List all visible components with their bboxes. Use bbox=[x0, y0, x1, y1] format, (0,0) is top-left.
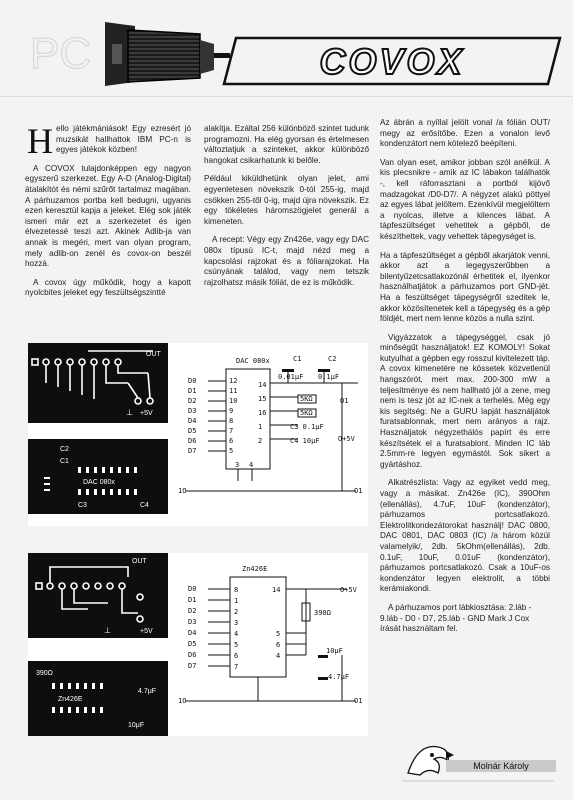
pcb-chip-label: Zn426E bbox=[58, 696, 83, 703]
pin-number: 4 bbox=[249, 461, 254, 469]
pin-number: 12 bbox=[229, 377, 238, 385]
cap2-label: 4.7μF bbox=[328, 673, 350, 681]
drop-cap: H bbox=[27, 121, 53, 161]
input-label: D5 bbox=[188, 640, 197, 648]
figure-dac080x bbox=[28, 343, 368, 526]
pin-number: 6 bbox=[229, 437, 234, 445]
gnd-right-label: O1 bbox=[354, 697, 363, 705]
pin-number: 8 bbox=[234, 586, 239, 594]
pin-number: 4 bbox=[234, 630, 239, 638]
gnd-right-label: O1 bbox=[354, 487, 363, 495]
r2-label: 5KΩ bbox=[300, 409, 313, 417]
input-label: D3 bbox=[188, 618, 197, 626]
pin-number: 5 bbox=[229, 447, 234, 455]
pcb-gnd-label: ⊥ bbox=[126, 408, 133, 417]
res-label: 390Ω bbox=[314, 609, 331, 617]
bird-mascot-icon bbox=[398, 733, 558, 783]
c1-value: 0.01μF bbox=[278, 373, 304, 381]
connector-plug-icon bbox=[105, 22, 230, 86]
ic-label: DAC 080x bbox=[236, 357, 270, 365]
c4-label: C4 10μF bbox=[290, 437, 320, 445]
figure-zn426e bbox=[28, 553, 368, 736]
pin-number: 6 bbox=[234, 652, 239, 660]
pcb-out-label: OUT bbox=[146, 351, 161, 358]
input-label: D6 bbox=[188, 437, 197, 445]
pcb-gnd-label: ⊥ bbox=[104, 626, 111, 635]
pin-number: 4 bbox=[276, 652, 281, 660]
paragraph: A COVOX tulajdonképpen egy nagyon egyszerű szerkezet. Egy A-D (Analog-Digital) átalakítót és némi szűrőt tartalmaz magában. A párhuzamos portba kell bedugni, ugyanis ezen keresztül kapja a jeleket. Elég sok játék ismeri már ezt a szerkezetet és igen élvezetessé teszi azt. Akinek Adlib-ja van annak is megéri, mert van olyan program, mely adlib-on zenél és covox-on beszél hozzá. bbox=[25, 163, 191, 269]
input-label: D7 bbox=[188, 447, 197, 455]
pin-number: 11 bbox=[229, 387, 238, 395]
input-label: D0 bbox=[188, 377, 197, 385]
input-label: D0 bbox=[188, 585, 197, 593]
pcb-c4-label: C4 bbox=[140, 502, 149, 509]
r1-label: 5KΩ bbox=[300, 395, 313, 403]
pcb-cap2-label: 10μF bbox=[128, 722, 145, 729]
gnd-left-label: 1O bbox=[178, 487, 187, 495]
input-label: D4 bbox=[188, 417, 197, 425]
paragraph: ello játékmániások! Egy ezresért jó muzsikát hallhattok IBM PC-n is egyes játékok közben! bbox=[56, 124, 191, 155]
pcb-component-side bbox=[28, 661, 168, 736]
pin-number: 7 bbox=[234, 663, 239, 671]
gnd-left-label: 1O bbox=[178, 697, 187, 705]
input-label: D1 bbox=[188, 387, 197, 395]
pcb-foil-top bbox=[28, 343, 168, 423]
pcb-chip-label: DAC 080x bbox=[83, 479, 115, 486]
pcb-foil-top bbox=[28, 553, 168, 638]
pin-number: 6 bbox=[276, 641, 281, 649]
article-column-2 bbox=[204, 124, 369, 296]
c2-value: 0.1μF bbox=[318, 373, 340, 381]
c1-label: C1 bbox=[293, 355, 302, 363]
ghost-pc-text: PC bbox=[30, 29, 92, 78]
pin-number: 3 bbox=[235, 461, 240, 469]
pcb-c2-label: C2 bbox=[60, 446, 69, 453]
article-column-3 bbox=[380, 118, 550, 643]
paragraph: Van olyan eset, amikor jobban szól anélkül. A kis plecsnikre - amik az IC lábakon találhatók -, kell ráforrasztani a portból kijövő madzagokat /D0-D7/. A négyzet alakú pöttyel az egyes lábat jelöltem. Ezenkívül megjelöltem a nyolcas, illetve a kilences lábat. A tápfeszültséget vehetitek a gépből, de készíthettek, vagy vehettek tápegységet is. bbox=[380, 157, 550, 241]
pcb-out-label: OUT bbox=[132, 558, 147, 565]
schematic-zn426e bbox=[178, 553, 368, 733]
paragraph: Vigyázzatok a tápegységgel, csak jó minőségűt használjatok! EZ KOMOLY! Sokat kutyulhat a gépben egy rosszul kivitelezett táp. A covox kimenetére ne kössetek közvetlenül hangszórót, mert max. 200-300 mW a teljesítménye és nem hallható jól a zene, meg nem is tesz jót az IC-nek a terhelés. Még egy kis segítség: Ne a GURU lapját használjátok furatsablonnak, mert nem arányos a rajz. Használjatok négyzethálós papírt és erre készítsétek el a furatsablont. Minden IC láb 2.5mm-re legyen egymástól. Sok sikert a gyártáshoz. bbox=[380, 332, 550, 469]
pcb-component-side bbox=[28, 439, 168, 514]
svg-text:COVOX: COVOX bbox=[319, 41, 465, 82]
covox-logo bbox=[224, 38, 560, 84]
paragraph: Az ábrán a nyíllal jelölt vonal /a fólián OUT/ megy az erősítőbe. Ezen a vonalon levő kondenzátort nem kötelező beépíteni. bbox=[380, 118, 550, 149]
pcb-plus5v-label: +5V bbox=[140, 410, 153, 417]
plus5v-label: O+5V bbox=[340, 586, 357, 594]
paragraph: Például kiküldhetünk olyan jelet, ami egyenletesen növekszik 0-tól 255-ig, majd csökken 255-től 0-ig, majd újra növekszik. Ez egy tökéletes háromszögjelet generál a kimeneten. bbox=[204, 174, 369, 226]
paragraph: A covox úgy működik, hogy a kapott nyolcbites jeleket egy feszültségszintté bbox=[25, 277, 191, 298]
paragraph: A párhuzamos port lábkiosztása: 2.láb - 9.láb - D0 - D7, 25.láb - GND Mark J Cox írását használtam fel. bbox=[380, 602, 532, 634]
pcb-res-label: 390Ω bbox=[36, 670, 53, 677]
c3-label: C3 0.1μF bbox=[290, 423, 324, 431]
input-label: D3 bbox=[188, 407, 197, 415]
pin-number: 8 bbox=[229, 417, 234, 425]
article-column-1 bbox=[25, 121, 191, 307]
paragraph: alakítja. Ezáltal 256 különböző szintet tudunk programozni. Ha elég gyorsan és értelmesen változtatjuk a szinteket, akkor különböző hangokat csikarhatunk ki belőle. bbox=[204, 124, 369, 165]
pcb-c1-label: C1 bbox=[60, 458, 69, 465]
pin-number: 1 bbox=[258, 423, 263, 431]
pin-number: 10 bbox=[229, 397, 238, 405]
pin-number: 9 bbox=[229, 407, 234, 415]
out-label: O1 bbox=[340, 397, 349, 405]
paragraph: Alkatrészlista: Vagy az egyiket vedd meg, vagy a másikat. Zn426e (IC), 390Ohm (ellenállás), 4.7uF, 10uF (kondenzátor), párhuzamos portcsatlakozó. Elektrolitkondezátorokat használj! DAC 0800, DAC 0801, DAC 0803 (IC) /a három közül valamelyik/, 2db. 5kOhm(ellenállás), 2db. 0.1uF, 10uF, 0.01uF (kondenzátor), párhuzamos portcsatlakozó. Csak a 10uF-os kondenzátor legyen elektrolit, a többi kerámiakondi. bbox=[380, 478, 550, 594]
input-label: D4 bbox=[188, 629, 197, 637]
pin-number: 1 bbox=[234, 597, 239, 605]
pin-number: 2 bbox=[258, 437, 263, 445]
covox-banner bbox=[0, 0, 573, 112]
pin-number: 16 bbox=[258, 409, 267, 417]
c2-label: C2 bbox=[328, 355, 337, 363]
pin-number: 5 bbox=[276, 630, 281, 638]
pcb-plus5v-label: +5V bbox=[140, 628, 153, 635]
paragraph: A recept: Végy egy Zn426e, vagy egy DAC 080x típusú IC-t, majd nézd meg a kapcsolási rajzokat és a fóliarajzokat. Ha csúnyának találod, vagy nem tetszik rajzolhatsz másik fóliát, de ez is működik. bbox=[204, 235, 369, 287]
cap1-label: 10μF bbox=[326, 647, 343, 655]
pin-number: 14 bbox=[272, 586, 281, 594]
input-label: D2 bbox=[188, 607, 197, 615]
pcb-cap1-label: 4.7μF bbox=[138, 688, 157, 695]
pcb-c3-label: C3 bbox=[78, 502, 87, 509]
ic-label: Zn426E bbox=[242, 565, 268, 573]
schematic-dac080x bbox=[178, 343, 368, 523]
pin-number: 7 bbox=[229, 427, 234, 435]
pin-number: 15 bbox=[258, 395, 267, 403]
pin-number: 2 bbox=[234, 608, 239, 616]
author-name: Molnár Károly bbox=[446, 760, 556, 772]
plus5v-label: O+5V bbox=[338, 435, 355, 443]
input-label: D7 bbox=[188, 662, 197, 670]
input-label: D1 bbox=[188, 596, 197, 604]
pin-number: 3 bbox=[234, 619, 239, 627]
paragraph: Ha a tápfeszültséget a gépből akarjátok venni, akkor azt a legegyszerűbben a bilentyűzetcsatlakozónál érhetitek el, ilyenkor használhatjátok a párhuzamos port GND-jét. Ha a feszültséget tápegységről szeditek le, akkor közösítenetek kell a tápegység és a gép földjét, mert nem lenne közös a nulla szint. bbox=[380, 250, 550, 324]
input-label: D6 bbox=[188, 651, 197, 659]
input-label: D5 bbox=[188, 427, 197, 435]
pin-number: 14 bbox=[258, 381, 267, 389]
input-label: D2 bbox=[188, 397, 197, 405]
pin-number: 5 bbox=[234, 641, 239, 649]
